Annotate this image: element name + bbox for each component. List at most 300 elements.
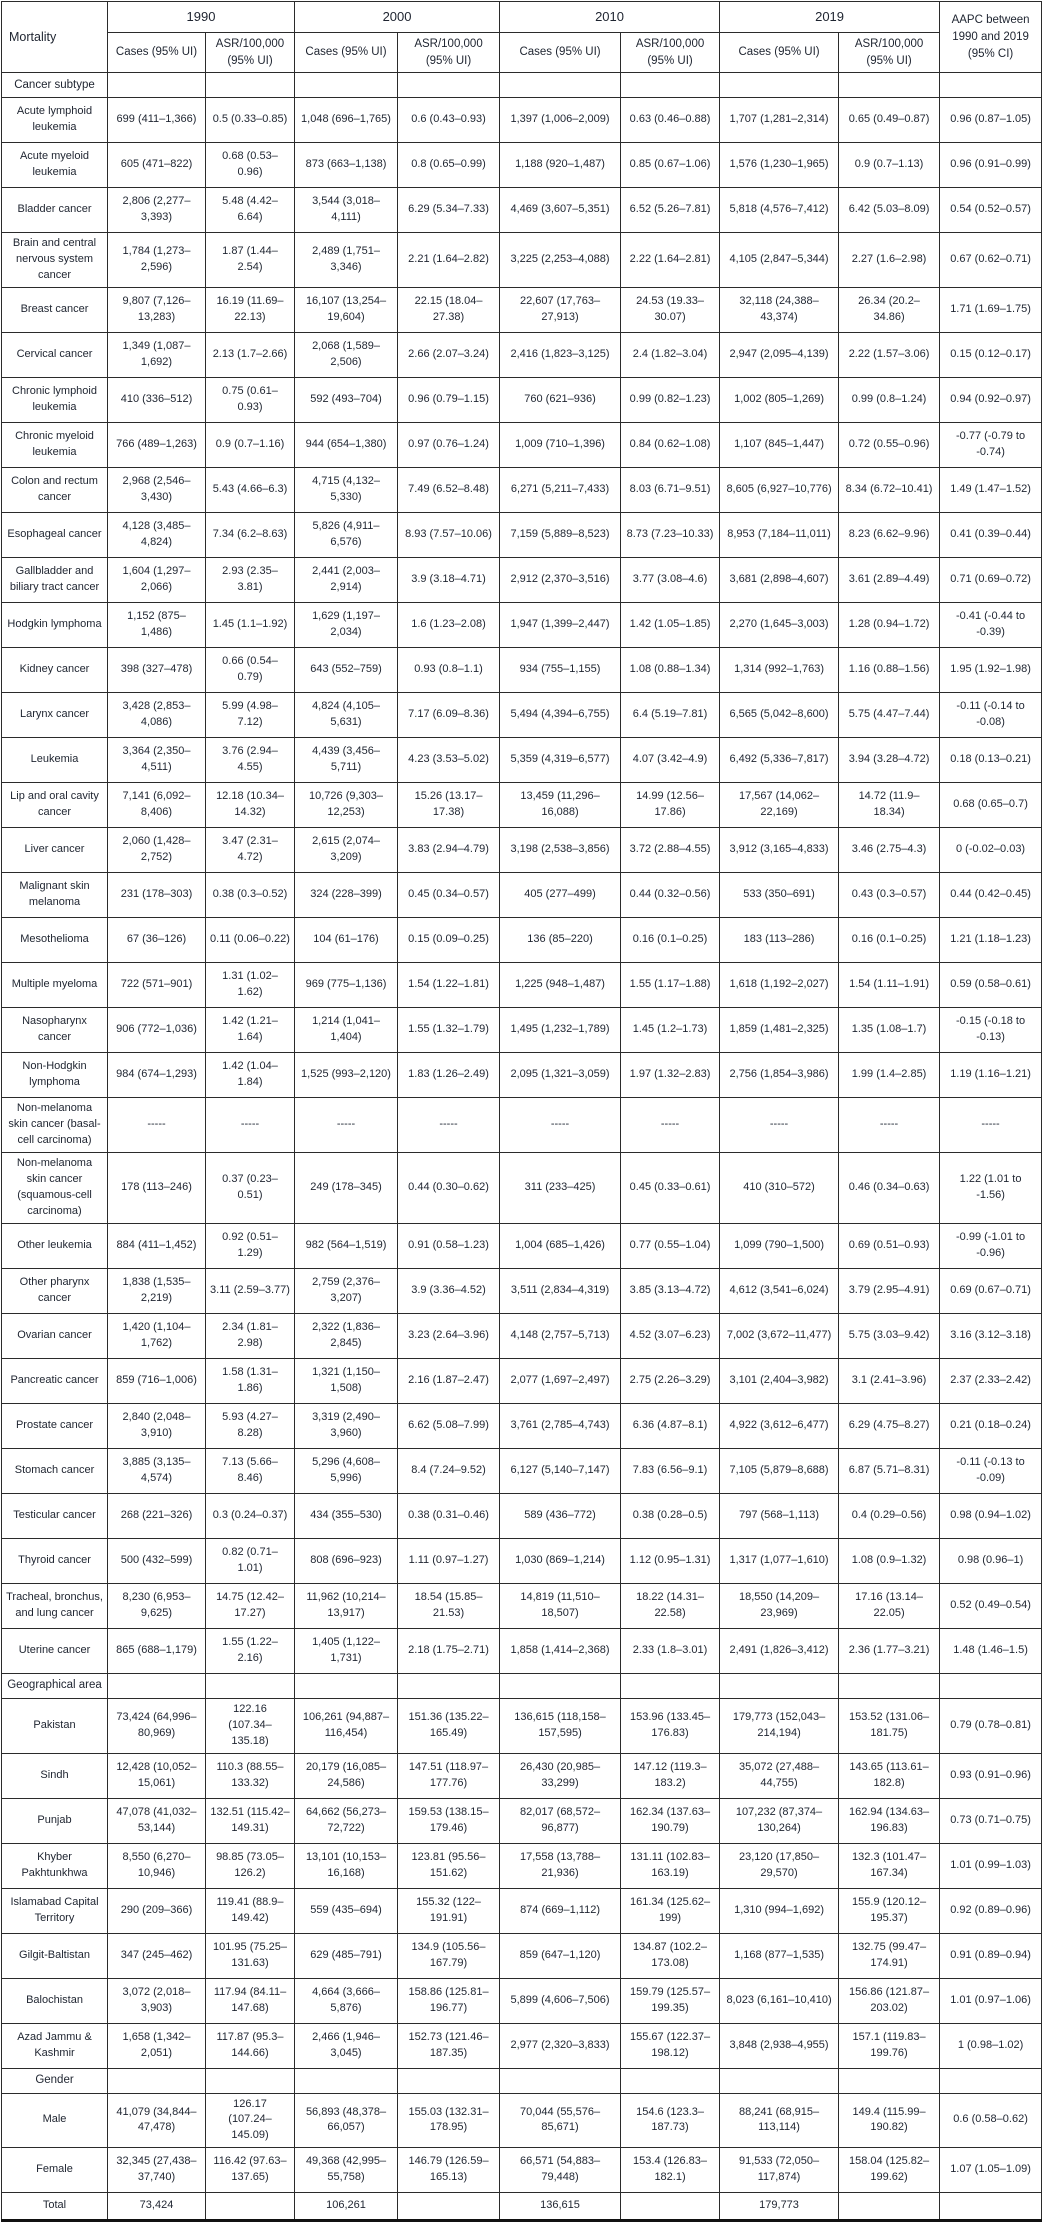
row-label: Larynx cancer <box>2 693 108 738</box>
data-cell: 0.46 (0.34–0.63) <box>839 1152 940 1223</box>
data-cell: 1,658 (1,342–2,051) <box>108 2023 206 2068</box>
data-cell: 5,899 (4,606–7,506) <box>500 1978 621 2023</box>
data-cell: 1,002 (805–1,269) <box>720 378 839 423</box>
data-cell: 0.18 (0.13–0.21) <box>940 738 1042 783</box>
data-cell: 8,550 (6,270–10,946) <box>108 1843 206 1888</box>
data-cell: 874 (669–1,112) <box>500 1888 621 1933</box>
data-cell: 132.75 (99.47–174.91) <box>839 1933 940 1978</box>
data-cell: 2.4 (1.82–3.04) <box>621 333 720 378</box>
data-cell: 4,148 (2,757–5,713) <box>500 1313 621 1358</box>
data-cell: 0.97 (0.76–1.24) <box>398 423 500 468</box>
data-cell: ----- <box>398 1098 500 1153</box>
data-cell: 3.11 (2.59–3.77) <box>206 1268 295 1313</box>
data-cell: 3,319 (2,490–3,960) <box>295 1403 398 1448</box>
empty-cell <box>839 1673 940 1698</box>
data-cell: 119.41 (88.9–149.42) <box>206 1888 295 1933</box>
data-cell: 1.55 (1.22–2.16) <box>206 1628 295 1673</box>
data-cell: 32,118 (24,388–43,374) <box>720 288 839 333</box>
table-row <box>2 603 1042 648</box>
table-row <box>2 143 1042 188</box>
data-cell: 3,428 (2,853–4,086) <box>108 693 206 738</box>
data-cell: 0.96 (0.91–0.99) <box>940 143 1042 188</box>
data-cell: 766 (489–1,263) <box>108 423 206 468</box>
data-cell: 147.51 (118.97–177.76) <box>398 1753 500 1798</box>
data-cell: 268 (221–326) <box>108 1493 206 1538</box>
data-cell: 1.31 (1.02–1.62) <box>206 963 295 1008</box>
data-cell: 3,101 (2,404–3,982) <box>720 1358 839 1403</box>
data-cell: 1,188 (920–1,487) <box>500 143 621 188</box>
row-label: Pancreatic cancer <box>2 1358 108 1403</box>
table-row <box>2 828 1042 873</box>
data-cell: 107,232 (87,374–130,264) <box>720 1798 839 1843</box>
data-cell: 7,002 (3,672–11,477) <box>720 1313 839 1358</box>
empty-cell <box>295 73 398 98</box>
total-cell <box>206 2193 295 2221</box>
section-row <box>2 73 1042 98</box>
table-row <box>2 1313 1042 1358</box>
data-cell: 131.11 (102.83–163.19) <box>621 1843 720 1888</box>
data-cell: 0.16 (0.1–0.25) <box>839 918 940 963</box>
table-row <box>2 1403 1042 1448</box>
data-cell: ----- <box>621 1098 720 1153</box>
row-label: Cervical cancer <box>2 333 108 378</box>
data-cell: 6.29 (5.34–7.33) <box>398 188 500 233</box>
data-cell: 533 (350–691) <box>720 873 839 918</box>
row-label: Female <box>2 2148 108 2193</box>
data-cell: 0.45 (0.33–0.61) <box>621 1152 720 1223</box>
data-cell: 0.69 (0.67–0.71) <box>940 1268 1042 1313</box>
data-cell: 3.9 (3.18–4.71) <box>398 558 500 603</box>
data-cell: 3.94 (3.28–4.72) <box>839 738 940 783</box>
data-cell: 2,270 (1,645–3,003) <box>720 603 839 648</box>
data-cell: 290 (209–366) <box>108 1888 206 1933</box>
data-cell: 26,430 (20,985–33,299) <box>500 1753 621 1798</box>
data-cell: 7.17 (6.09–8.36) <box>398 693 500 738</box>
data-cell: 110.3 (88.55–133.32) <box>206 1753 295 1798</box>
data-cell: 117.87 (95.3–144.66) <box>206 2023 295 2068</box>
data-cell: 347 (245–462) <box>108 1933 206 1978</box>
data-cell: 18.22 (14.31–22.58) <box>621 1583 720 1628</box>
data-cell: -0.11 (-0.13 to -0.09) <box>940 1448 1042 1493</box>
data-cell: 3,072 (2,018–3,903) <box>108 1978 206 2023</box>
data-cell: 67 (36–126) <box>108 918 206 963</box>
data-cell: 1,618 (1,192–2,027) <box>720 963 839 1008</box>
data-cell: 2,977 (2,320–3,833) <box>500 2023 621 2068</box>
data-cell: 1,321 (1,150–1,508) <box>295 1358 398 1403</box>
data-cell: 5.99 (4.98–7.12) <box>206 693 295 738</box>
row-label: Nasopharynx cancer <box>2 1008 108 1053</box>
row-label: Azad Jammu & Kashmir <box>2 2023 108 2068</box>
empty-cell <box>500 73 621 98</box>
data-cell: 8.34 (6.72–10.41) <box>839 468 940 513</box>
data-cell: 70,044 (55,576–85,671) <box>500 2093 621 2148</box>
data-cell: 149.4 (115.99–190.82) <box>839 2093 940 2148</box>
data-cell: 7.49 (6.52–8.48) <box>398 468 500 513</box>
data-cell: 143.65 (113.61–182.8) <box>839 1753 940 1798</box>
data-cell: 0.3 (0.24–0.37) <box>206 1493 295 1538</box>
data-cell: 9,807 (7,126–13,283) <box>108 288 206 333</box>
data-cell: 0.16 (0.1–0.25) <box>621 918 720 963</box>
data-cell: 88,241 (68,915–113,114) <box>720 2093 839 2148</box>
row-label: Sindh <box>2 1753 108 1798</box>
data-cell: 6,271 (5,211–7,433) <box>500 468 621 513</box>
data-cell: 0.54 (0.52–0.57) <box>940 188 1042 233</box>
data-cell: 153.52 (131.06–181.75) <box>839 1698 940 1753</box>
row-label: Brain and central nervous system cancer <box>2 233 108 288</box>
data-cell: 17,558 (13,788–21,936) <box>500 1843 621 1888</box>
data-cell: 3.76 (2.94–4.55) <box>206 738 295 783</box>
data-cell: 2,491 (1,826–3,412) <box>720 1628 839 1673</box>
row-label: Leukemia <box>2 738 108 783</box>
data-cell: 0.85 (0.67–1.06) <box>621 143 720 188</box>
data-cell: 1.11 (0.97–1.27) <box>398 1538 500 1583</box>
data-cell: 6.87 (5.71–8.31) <box>839 1448 940 1493</box>
data-cell: 0.11 (0.06–0.22) <box>206 918 295 963</box>
data-cell: 8.23 (6.62–9.96) <box>839 513 940 558</box>
data-cell: 22.15 (18.04–27.38) <box>398 288 500 333</box>
data-cell: 2,322 (1,836–2,845) <box>295 1313 398 1358</box>
table-row <box>2 1978 1042 2023</box>
data-cell: 1,048 (696–1,765) <box>295 98 398 143</box>
data-cell: 7,105 (5,879–8,688) <box>720 1448 839 1493</box>
data-cell: 1.48 (1.46–1.5) <box>940 1628 1042 1673</box>
data-cell: 11,962 (10,214–13,917) <box>295 1583 398 1628</box>
data-cell: 7.83 (6.56–9.1) <box>621 1448 720 1493</box>
table-row <box>2 98 1042 143</box>
row-label: Kidney cancer <box>2 648 108 693</box>
total-row <box>2 2193 1042 2221</box>
table-row <box>2 1538 1042 1583</box>
data-cell: 0.41 (0.39–0.44) <box>940 513 1042 558</box>
row-label: Balochistan <box>2 1978 108 2023</box>
cases-header-1990: Cases (95% UI) <box>108 33 206 73</box>
data-cell: 162.94 (134.63–196.83) <box>839 1798 940 1843</box>
data-cell: ----- <box>839 1098 940 1153</box>
data-cell: 7,159 (5,889–8,523) <box>500 513 621 558</box>
table-row <box>2 1448 1042 1493</box>
data-cell: 3,511 (2,834–4,319) <box>500 1268 621 1313</box>
data-cell: 410 (336–512) <box>108 378 206 423</box>
data-cell: 146.79 (126.59–165.13) <box>398 2148 500 2193</box>
asr-header-2010: ASR/100,000 (95% UI) <box>621 33 720 73</box>
data-cell: 23,120 (17,850–29,570) <box>720 1843 839 1888</box>
data-cell: 0.67 (0.62–0.71) <box>940 233 1042 288</box>
data-cell: 106,261 (94,887–116,454) <box>295 1698 398 1753</box>
section-row <box>2 1673 1042 1698</box>
data-cell: 2,615 (2,074–3,209) <box>295 828 398 873</box>
row-label: Prostate cancer <box>2 1403 108 1448</box>
section-label: Cancer subtype <box>2 73 108 98</box>
year-header-2019: 2019 <box>720 2 940 33</box>
data-cell: 873 (663–1,138) <box>295 143 398 188</box>
data-cell: 2.33 (1.8–3.01) <box>621 1628 720 1673</box>
data-cell: 3.1 (2.41–3.96) <box>839 1358 940 1403</box>
table-row <box>2 1358 1042 1403</box>
data-cell: 3,761 (2,785–4,743) <box>500 1403 621 1448</box>
data-cell: 152.73 (121.46–187.35) <box>398 2023 500 2068</box>
table-row <box>2 2023 1042 2068</box>
data-cell: 4,715 (4,132–5,330) <box>295 468 398 513</box>
data-cell: 16,107 (13,254–19,604) <box>295 288 398 333</box>
data-cell: 0.6 (0.43–0.93) <box>398 98 500 143</box>
data-cell: 22,607 (17,763–27,913) <box>500 288 621 333</box>
data-cell: 2,912 (2,370–3,516) <box>500 558 621 603</box>
data-cell: 6,127 (5,140–7,147) <box>500 1448 621 1493</box>
year-header-1990: 1990 <box>108 2 295 33</box>
data-cell: 1.07 (1.05–1.09) <box>940 2148 1042 2193</box>
row-label: Breast cancer <box>2 288 108 333</box>
data-cell: 0.44 (0.32–0.56) <box>621 873 720 918</box>
data-cell: 8,230 (6,953–9,625) <box>108 1583 206 1628</box>
data-cell: 0.94 (0.92–0.97) <box>940 378 1042 423</box>
data-cell: 1,214 (1,041–1,404) <box>295 1008 398 1053</box>
data-cell: 1.55 (1.17–1.88) <box>621 963 720 1008</box>
data-cell: 2,489 (1,751–3,346) <box>295 233 398 288</box>
data-cell: 0.96 (0.79–1.15) <box>398 378 500 423</box>
data-cell: 5,818 (4,576–7,412) <box>720 188 839 233</box>
data-cell: 0.9 (0.7–1.13) <box>839 143 940 188</box>
empty-cell <box>108 1673 206 1698</box>
table-row <box>2 2148 1042 2193</box>
data-cell: 20,179 (16,085–24,586) <box>295 1753 398 1798</box>
data-cell: 2,060 (1,428–2,752) <box>108 828 206 873</box>
data-cell: 1.35 (1.08–1.7) <box>839 1008 940 1053</box>
data-cell: 0.99 (0.8–1.24) <box>839 378 940 423</box>
data-cell: 859 (716–1,006) <box>108 1358 206 1403</box>
data-cell: 14,819 (11,510–18,507) <box>500 1583 621 1628</box>
table-row <box>2 918 1042 963</box>
empty-cell <box>839 2068 940 2093</box>
data-cell: 155.9 (120.12–195.37) <box>839 1888 940 1933</box>
data-cell: 12,428 (10,052–15,061) <box>108 1753 206 1798</box>
data-cell: 151.36 (135.22–165.49) <box>398 1698 500 1753</box>
table-row <box>2 233 1042 288</box>
data-cell: 311 (233–425) <box>500 1152 621 1223</box>
data-cell: 16.19 (11.69–22.13) <box>206 288 295 333</box>
data-cell: 17,567 (14,062–22,169) <box>720 783 839 828</box>
empty-cell <box>206 2068 295 2093</box>
asr-header-2019: ASR/100,000 (95% UI) <box>839 33 940 73</box>
data-cell: 12.18 (10.34–14.32) <box>206 783 295 828</box>
data-cell: 1.55 (1.32–1.79) <box>398 1008 500 1053</box>
data-cell: 1.42 (1.21–1.64) <box>206 1008 295 1053</box>
data-cell: 5.75 (4.47–7.44) <box>839 693 940 738</box>
data-cell: 1,225 (948–1,487) <box>500 963 621 1008</box>
data-cell: 0.93 (0.91–0.96) <box>940 1753 1042 1798</box>
data-cell: 0.38 (0.31–0.46) <box>398 1493 500 1538</box>
row-label: Islamabad Capital Territory <box>2 1888 108 1933</box>
total-label: Total <box>2 2193 108 2221</box>
data-cell: 629 (485–791) <box>295 1933 398 1978</box>
data-cell: 1.12 (0.95–1.31) <box>621 1538 720 1583</box>
table-header <box>2 2 1042 73</box>
data-cell: 0.91 (0.89–0.94) <box>940 1933 1042 1978</box>
data-cell: 0.91 (0.58–1.23) <box>398 1223 500 1268</box>
row-label: Punjab <box>2 1798 108 1843</box>
data-cell: 405 (277–499) <box>500 873 621 918</box>
data-cell: 41,079 (34,844–47,478) <box>108 2093 206 2148</box>
data-cell: 3,912 (3,165–4,833) <box>720 828 839 873</box>
table-row <box>2 963 1042 1008</box>
data-cell: 1.16 (0.88–1.56) <box>839 648 940 693</box>
row-label: Pakistan <box>2 1698 108 1753</box>
data-cell: 0.72 (0.55–0.96) <box>839 423 940 468</box>
data-cell: 3,544 (3,018–4,111) <box>295 188 398 233</box>
data-cell: ----- <box>206 1098 295 1153</box>
data-cell: 434 (355–530) <box>295 1493 398 1538</box>
row-label: Esophageal cancer <box>2 513 108 558</box>
data-cell: 82,017 (68,572–96,877) <box>500 1798 621 1843</box>
data-cell: 0.44 (0.42–0.45) <box>940 873 1042 918</box>
section-label: Geographical area <box>2 1673 108 1698</box>
data-cell: 132.3 (101.47–167.34) <box>839 1843 940 1888</box>
data-cell: 2,759 (2,376–3,207) <box>295 1268 398 1313</box>
data-cell: 1,604 (1,297–2,066) <box>108 558 206 603</box>
data-cell: 0.96 (0.87–1.05) <box>940 98 1042 143</box>
data-cell: 0.15 (0.09–0.25) <box>398 918 500 963</box>
empty-cell <box>720 73 839 98</box>
table-row <box>2 1798 1042 1843</box>
table-row <box>2 873 1042 918</box>
data-cell: 2,840 (2,048–3,910) <box>108 1403 206 1448</box>
data-cell: 35,072 (27,488–44,755) <box>720 1753 839 1798</box>
empty-cell <box>295 2068 398 2093</box>
data-cell: 0.15 (0.12–0.17) <box>940 333 1042 378</box>
data-cell: -0.77 (-0.79 to -0.74) <box>940 423 1042 468</box>
data-cell: 4,922 (3,612–6,477) <box>720 1403 839 1448</box>
empty-cell <box>940 1673 1042 1698</box>
data-cell: ----- <box>295 1098 398 1153</box>
data-cell: 8,953 (7,184–11,011) <box>720 513 839 558</box>
data-cell: 1,030 (869–1,214) <box>500 1538 621 1583</box>
data-cell: 1.22 (1.01 to -1.56) <box>940 1152 1042 1223</box>
data-cell: 1.71 (1.69–1.75) <box>940 288 1042 333</box>
data-cell: 865 (688–1,179) <box>108 1628 206 1673</box>
aapc-header: AAPC between 1990 and 2019 (95% CI) <box>940 2 1042 73</box>
cases-header-2000: Cases (95% UI) <box>295 33 398 73</box>
data-cell: 0.69 (0.51–0.93) <box>839 1223 940 1268</box>
data-cell: 2.27 (1.6–2.98) <box>839 233 940 288</box>
row-label: Other pharynx cancer <box>2 1268 108 1313</box>
data-cell: 6.29 (4.75–8.27) <box>839 1403 940 1448</box>
data-cell: 1,784 (1,273–2,596) <box>108 233 206 288</box>
data-cell: 605 (471–822) <box>108 143 206 188</box>
data-cell: 32,345 (27,438–37,740) <box>108 2148 206 2193</box>
data-cell: 117.94 (84.11–147.68) <box>206 1978 295 2023</box>
empty-cell <box>295 1673 398 1698</box>
data-cell: 5.43 (4.66–6.3) <box>206 468 295 513</box>
data-cell: 13,459 (11,296–16,088) <box>500 783 621 828</box>
data-cell: 0.92 (0.51–1.29) <box>206 1223 295 1268</box>
data-cell: 1.28 (0.94–1.72) <box>839 603 940 648</box>
total-cell: 136,615 <box>500 2193 621 2221</box>
data-cell: 104 (61–176) <box>295 918 398 963</box>
row-label: Male <box>2 2093 108 2148</box>
data-cell: 2.21 (1.64–2.82) <box>398 233 500 288</box>
data-cell: 1.54 (1.22–1.81) <box>398 963 500 1008</box>
data-cell: 3,364 (2,350–4,511) <box>108 738 206 783</box>
total-cell <box>940 2193 1042 2221</box>
data-cell: 6.52 (5.26–7.81) <box>621 188 720 233</box>
data-cell: 3.46 (2.75–4.3) <box>839 828 940 873</box>
data-cell: 64,662 (56,273–72,722) <box>295 1798 398 1843</box>
data-cell: 1,576 (1,230–1,965) <box>720 143 839 188</box>
data-cell: 98.85 (73.05–126.2) <box>206 1843 295 1888</box>
data-cell: 969 (775–1,136) <box>295 963 398 1008</box>
data-cell: 47,078 (41,032–53,144) <box>108 1798 206 1843</box>
table-row <box>2 2093 1042 2148</box>
data-cell: 155.67 (122.37–198.12) <box>621 2023 720 2068</box>
table-row <box>2 1152 1042 1223</box>
empty-cell <box>398 1673 500 1698</box>
data-cell: 5,359 (4,319–6,577) <box>500 738 621 783</box>
data-cell: 3.77 (3.08–4.6) <box>621 558 720 603</box>
table-row <box>2 558 1042 603</box>
data-cell: 1,168 (877–1,535) <box>720 1933 839 1978</box>
data-cell: 0.92 (0.89–0.96) <box>940 1888 1042 1933</box>
data-cell: 3,681 (2,898–4,607) <box>720 558 839 603</box>
data-cell: 4,105 (2,847–5,344) <box>720 233 839 288</box>
data-cell: 3,198 (2,538–3,856) <box>500 828 621 873</box>
data-cell: 6,565 (5,042–8,600) <box>720 693 839 738</box>
data-cell: 126.17 (107.24–145.09) <box>206 2093 295 2148</box>
row-label: Non-Hodgkin lymphoma <box>2 1053 108 1098</box>
table-row <box>2 693 1042 738</box>
row-label: Non-melanoma skin cancer (basal-cell carcinoma) <box>2 1098 108 1153</box>
row-label: Chronic lymphoid leukemia <box>2 378 108 423</box>
table-row <box>2 1493 1042 1538</box>
data-cell: -0.11 (-0.14 to -0.08) <box>940 693 1042 738</box>
data-cell: 14.72 (11.9–18.34) <box>839 783 940 828</box>
data-cell: 0.6 (0.58–0.62) <box>940 2093 1042 2148</box>
row-label: Malignant skin melanoma <box>2 873 108 918</box>
table-row <box>2 1843 1042 1888</box>
data-cell: 2.13 (1.7–2.66) <box>206 333 295 378</box>
data-cell: 10,726 (9,303–12,253) <box>295 783 398 828</box>
data-cell: 8.4 (7.24–9.52) <box>398 1448 500 1493</box>
data-cell: 0.66 (0.54–0.79) <box>206 648 295 693</box>
row-label: Acute myeloid leukemia <box>2 143 108 188</box>
data-cell: 1 (0.98–1.02) <box>940 2023 1042 2068</box>
data-cell: 5.75 (3.03–9.42) <box>839 1313 940 1358</box>
data-cell: 7.34 (6.2–8.63) <box>206 513 295 558</box>
data-cell: 14.75 (12.42–17.27) <box>206 1583 295 1628</box>
data-cell: 1,099 (790–1,500) <box>720 1223 839 1268</box>
row-label: Testicular cancer <box>2 1493 108 1538</box>
data-cell: 410 (310–572) <box>720 1152 839 1223</box>
table-row <box>2 1888 1042 1933</box>
data-cell: 178 (113–246) <box>108 1152 206 1223</box>
data-cell: 0.4 (0.29–0.56) <box>839 1493 940 1538</box>
cases-header-2019: Cases (95% UI) <box>720 33 839 73</box>
data-cell: 2.36 (1.77–3.21) <box>839 1628 940 1673</box>
data-cell: 136 (85–220) <box>500 918 621 963</box>
data-cell: 5.48 (4.42–6.64) <box>206 188 295 233</box>
table-body <box>2 73 1042 2221</box>
data-cell: 2.22 (1.57–3.06) <box>839 333 940 378</box>
data-cell: 0.43 (0.3–0.57) <box>839 873 940 918</box>
data-cell: 7,141 (6,092–8,406) <box>108 783 206 828</box>
table-row <box>2 513 1042 558</box>
data-cell: 3.61 (2.89–4.49) <box>839 558 940 603</box>
data-cell: 2.34 (1.81–2.98) <box>206 1313 295 1358</box>
data-cell: 1,495 (1,232–1,789) <box>500 1008 621 1053</box>
total-cell: 179,773 <box>720 2193 839 2221</box>
data-cell: 8.73 (7.23–10.33) <box>621 513 720 558</box>
data-cell: 944 (654–1,380) <box>295 423 398 468</box>
data-cell: 1,405 (1,122–1,731) <box>295 1628 398 1673</box>
data-cell: 500 (432–599) <box>108 1538 206 1583</box>
